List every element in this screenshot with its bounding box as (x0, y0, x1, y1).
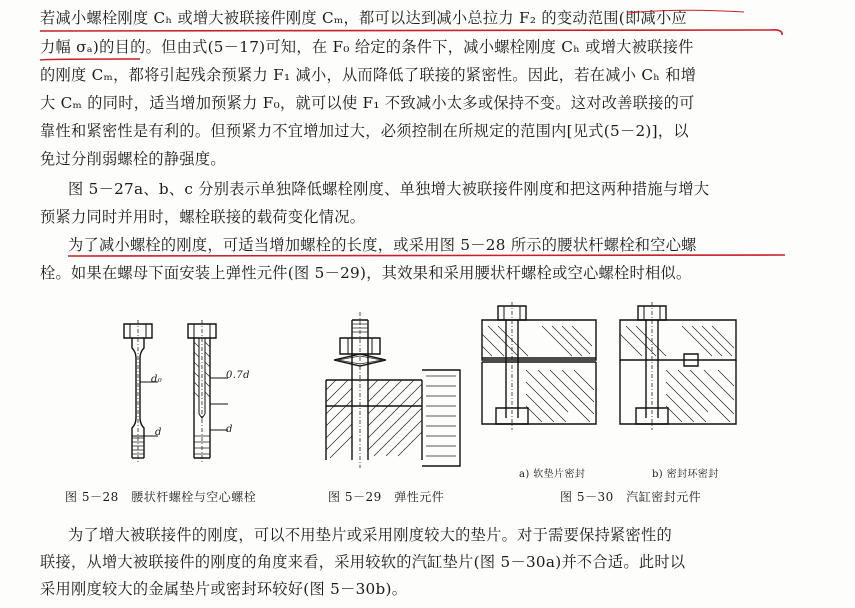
figure-5-30-drawing (478, 300, 740, 468)
figure-5-29-drawing (322, 310, 467, 470)
fig28-label-07d: 0.7d (226, 370, 250, 381)
figure-5-30b-label: b) 密封环密封 (652, 469, 719, 480)
para4-line2: 联接，从增大被联接件的刚度的角度来看，采用较软的汽缸垫片(图 5－30a)并不合适。此时以 (40, 553, 686, 571)
figure-5-28-caption: 图 5－28 腰状杆螺栓与空心螺栓 (65, 490, 257, 504)
fig28-label-d0: d₀ (151, 374, 163, 385)
para3-line1: 为了减小螺栓的刚度，可适当增加螺栓的长度，或采用图 5－28 所示的腰状杆螺栓和空心螺 (68, 236, 697, 254)
figure-5-29-caption: 图 5－29 弹性元件 (328, 490, 445, 504)
para3-line2: 栓。如果在螺母下面安装上弹性元件(图 5－29)，其效果和采用腰状杆螺栓或空心螺栓时相似。 (40, 264, 692, 282)
para2-line1: 图 5－27a、b、c 分别表示单独降低螺栓刚度、单独增大被联接件刚度和把这两种措施与增大 (68, 180, 710, 198)
figure-5-30a-label: a) 软垫片密封 (519, 469, 586, 480)
fig28-label-d2: d (226, 424, 233, 435)
para1-line1: 若减小螺栓刚度 Cₕ 或增大被联接件刚度 Cₘ，都可以达到减小总拉力 F₂ 的变动范围(即减小应 (40, 9, 687, 27)
red-annotation-underlines (0, 0, 855, 300)
figure-5-28-drawing (110, 318, 260, 468)
para4-line3: 采用刚度较大的金属垫片或密封环较好(图 5－30b)。 (40, 580, 408, 598)
para1-line6: 免过分削弱螺栓的静强度。 (40, 150, 226, 168)
fig28-label-d: d (155, 427, 162, 438)
para1-line4: 大 Cₘ 的同时，适当增加预紧力 F₀，就可以使 F₁ 不致减小太多或保持不变。这对改善联接的可 (40, 94, 695, 112)
para1-line2: 力幅 σₐ)的目的。但由式(5－17)可知，在 F₀ 给定的条件下，减小螺栓刚度 Cₕ 或增大被联接件 (40, 38, 694, 56)
figure-5-30-caption: 图 5－30 汽缸密封元件 (560, 490, 702, 504)
para2-line2: 预紧力同时并用时，螺栓联接的载荷变化情况。 (40, 208, 366, 226)
para1-line3: 的刚度 Cₘ，都将引起残余预紧力 F₁ 减小，从而降低了联接的紧密性。因此，若在减小 Cₕ 和增 (40, 66, 697, 84)
para1-line5: 靠性和紧密性是有利的。但预紧力不宜增加过大，必须控制在所规定的范围内[见式(5－2)]，以 (40, 122, 689, 140)
para4-line1: 为了增大被联接件的刚度，可以不用垫片或采用刚度较大的垫片。对于需要保持紧密性的 (68, 526, 673, 544)
